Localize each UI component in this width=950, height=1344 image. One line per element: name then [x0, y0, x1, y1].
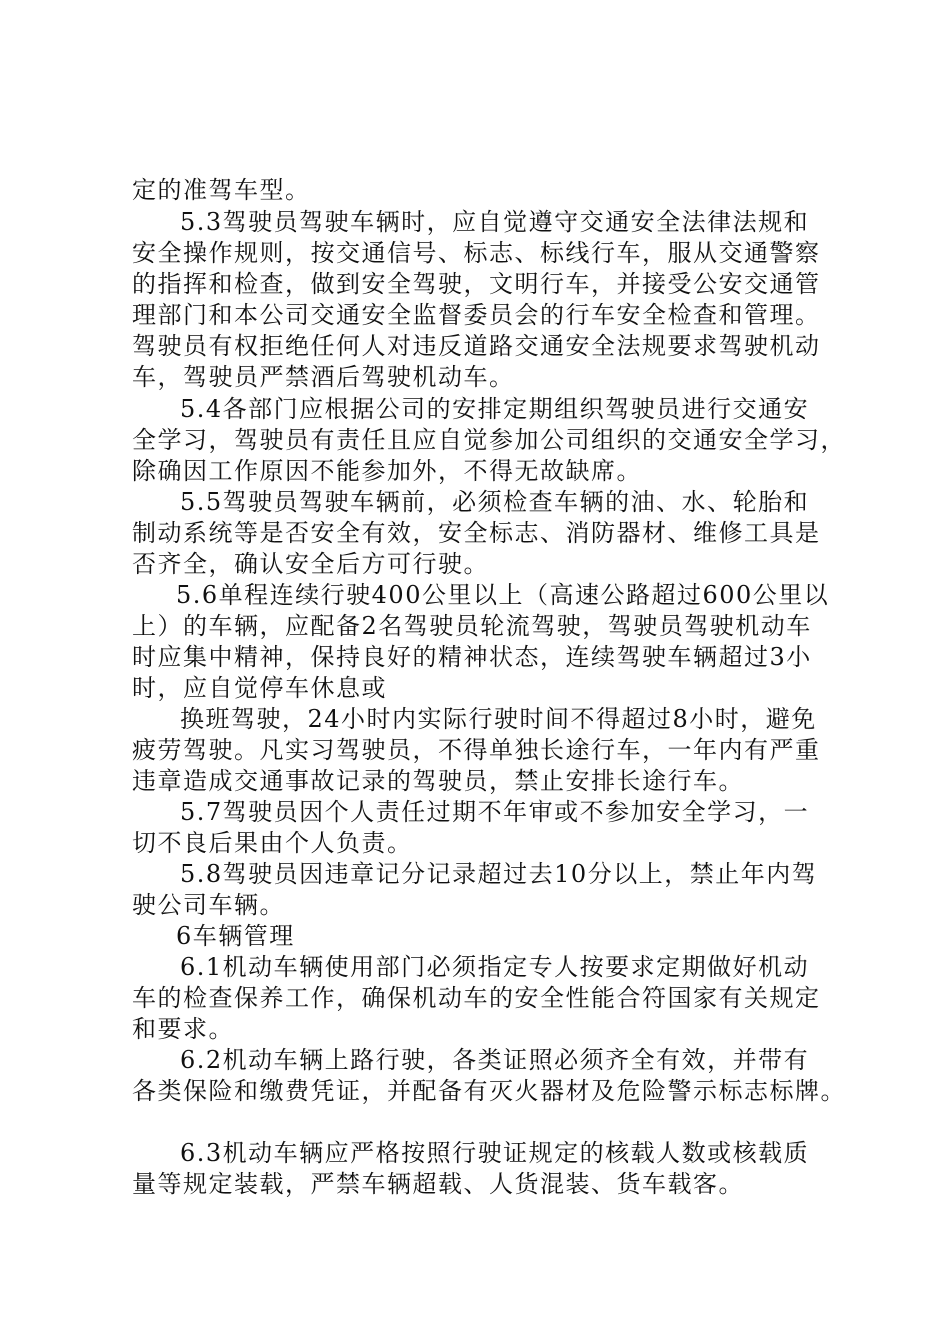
text-line: 的指挥和检查，做到安全驾驶，文明行车，并接受公安交通管	[132, 270, 821, 298]
text-line: 换班驾驶，24小时内实际行驶时间不得超过8小时，避免	[180, 705, 817, 733]
text-line: 5.4各部门应根据公司的安排定期组织驾驶员进行交通安	[180, 395, 810, 423]
text-line: 各类保险和缴费凭证，并配备有灭火器材及危险警示标志标牌。	[132, 1077, 846, 1105]
text-line: 5.3驾驶员驾驶车辆时，应自觉遵守交通安全法律法规和	[180, 208, 810, 236]
text-line: 驶公司车辆。	[132, 891, 285, 919]
text-line: 违章造成交通事故记录的驾驶员，禁止安排长途行车。	[132, 767, 744, 795]
text-line: 5.6单程连续行驶400公里以上（高速公路超过600公里以	[176, 581, 830, 609]
text-line: 切不良后果由个人负责。	[132, 829, 413, 857]
text-line: 5.8驾驶员因违章记分记录超过去10分以上，禁止年内驾	[180, 860, 818, 888]
text-line: 6.2机动车辆上路行驶，各类证照必须齐全有效，并带有	[180, 1046, 810, 1074]
text-line: 理部门和本公司交通安全监督委员会的行车安全检查和管理。	[132, 301, 821, 329]
text-line: 全学习，驾驶员有责任且应自觉参加公司组织的交通安全学习，	[132, 426, 846, 454]
text-line: 时应集中精神，保持良好的精神状态，连续驾驶车辆超过3小	[132, 643, 812, 671]
text-line: 安全操作规则，按交通信号、标志、标线行车，服从交通警察	[132, 239, 821, 267]
text-line: 上）的车辆，应配备2名驾驶员轮流驾驶，驾驶员驾驶机动车	[132, 612, 812, 640]
text-line: 6.1机动车辆使用部门必须指定专人按要求定期做好机动	[180, 953, 810, 981]
text-line: 5.7驾驶员因个人责任过期不年审或不参加安全学习，一	[180, 798, 810, 826]
text-line: 疲劳驾驶。凡实习驾驶员，不得单独长途行车，一年内有严重	[132, 736, 821, 764]
text-line: 5.5驾驶员驾驶车辆前，必须检查车辆的油、水、轮胎和	[180, 488, 810, 516]
text-line: 6.3机动车辆应严格按照行驶证规定的核载人数或核载质	[180, 1139, 810, 1167]
text-line: 否齐全，确认安全后方可行驶。	[132, 550, 489, 578]
text-line: 制动系统等是否安全有效，安全标志、消防器材、维修工具是	[132, 519, 821, 547]
text-line: 和要求。	[132, 1015, 234, 1043]
text-line: 车，驾驶员严禁酒后驾驶机动车。	[132, 363, 515, 391]
text-line: 时，应自觉停车休息或	[132, 674, 387, 702]
text-line: 定的准驾车型。	[132, 176, 311, 204]
text-line: 驾驶员有权拒绝任何人对违反道路交通安全法规要求驾驶机动	[132, 332, 821, 360]
text-line: 除确因工作原因不能参加外，不得无故缺席。	[132, 457, 642, 485]
text-line: 车的检查保养工作，确保机动车的安全性能合符国家有关规定	[132, 984, 821, 1012]
section-heading: 6车辆管理	[176, 922, 295, 950]
text-line: 量等规定装载，严禁车辆超载、人货混装、货车载客。	[132, 1170, 744, 1198]
